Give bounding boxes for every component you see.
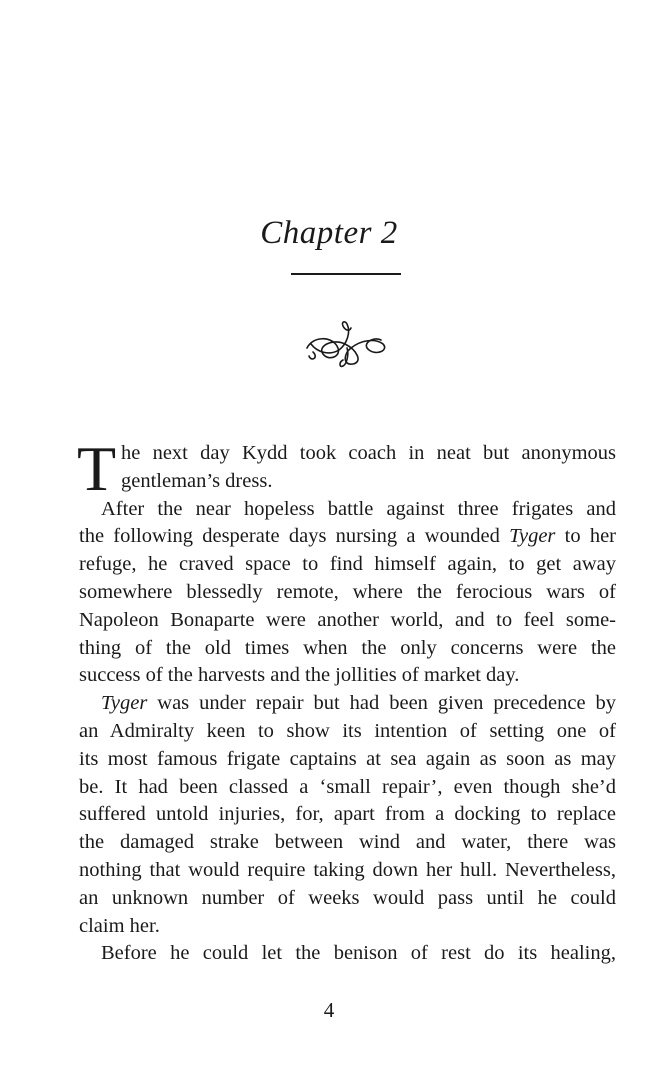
text-line: Napoleon Bonaparte were another world, and to feel some- bbox=[79, 608, 616, 631]
text-line: gentleman’s dress. bbox=[121, 469, 273, 492]
text-line: suffered untold injuries, for, apart from a docking to replace bbox=[79, 803, 616, 826]
text-line: he next day Kydd took coach in neat but anonymous bbox=[121, 442, 616, 464]
ship-name: Tyger bbox=[509, 525, 556, 548]
text-line: thing of the old times when the only concerns were the bbox=[79, 636, 616, 659]
text-line: its most famous frigate captains at sea again as soon as may bbox=[79, 747, 616, 770]
page-number: 4 bbox=[323, 998, 335, 1022]
text-line: an unknown number of weeks would pass until he could bbox=[79, 886, 616, 909]
text-line: After the near hopeless battle against three frigates and bbox=[101, 497, 616, 520]
text-line: success of the harvests and the jollities of market day. bbox=[79, 664, 520, 687]
text-line bbox=[79, 523, 616, 551]
text-line: claim her. bbox=[79, 914, 160, 937]
text-segment: to her bbox=[564, 525, 617, 548]
text-line: be. It had been classed a ‘small repair’, even though she’d bbox=[79, 775, 616, 798]
flourish-ornament-icon bbox=[303, 318, 387, 370]
ship-name: Tyger bbox=[101, 692, 148, 715]
text-segment: the following desperate days nursing a wounded bbox=[79, 525, 500, 548]
chapter-title: Chapter 2 bbox=[260, 215, 398, 251]
drop-cap: T bbox=[77, 433, 117, 504]
text-line: Before he could let the benison of rest do its healing, bbox=[101, 942, 616, 965]
body-text bbox=[77, 433, 617, 968]
text-line: refuge, he craved space to find himself again, to get away bbox=[79, 553, 616, 576]
text-segment: was under repair but had been given precedence by bbox=[157, 692, 617, 715]
text-line: the damaged strake between wind and water, there was bbox=[79, 831, 616, 854]
text-line bbox=[79, 690, 616, 718]
text-line: nothing that would require taking down her hull. Nevertheless, bbox=[79, 858, 616, 881]
text-line: somewhere blessedly remote, where the ferocious wars of bbox=[79, 580, 616, 603]
text-line: an Admiralty keen to show its intention of setting one of bbox=[79, 719, 616, 742]
chapter-title-rule bbox=[291, 273, 401, 275]
